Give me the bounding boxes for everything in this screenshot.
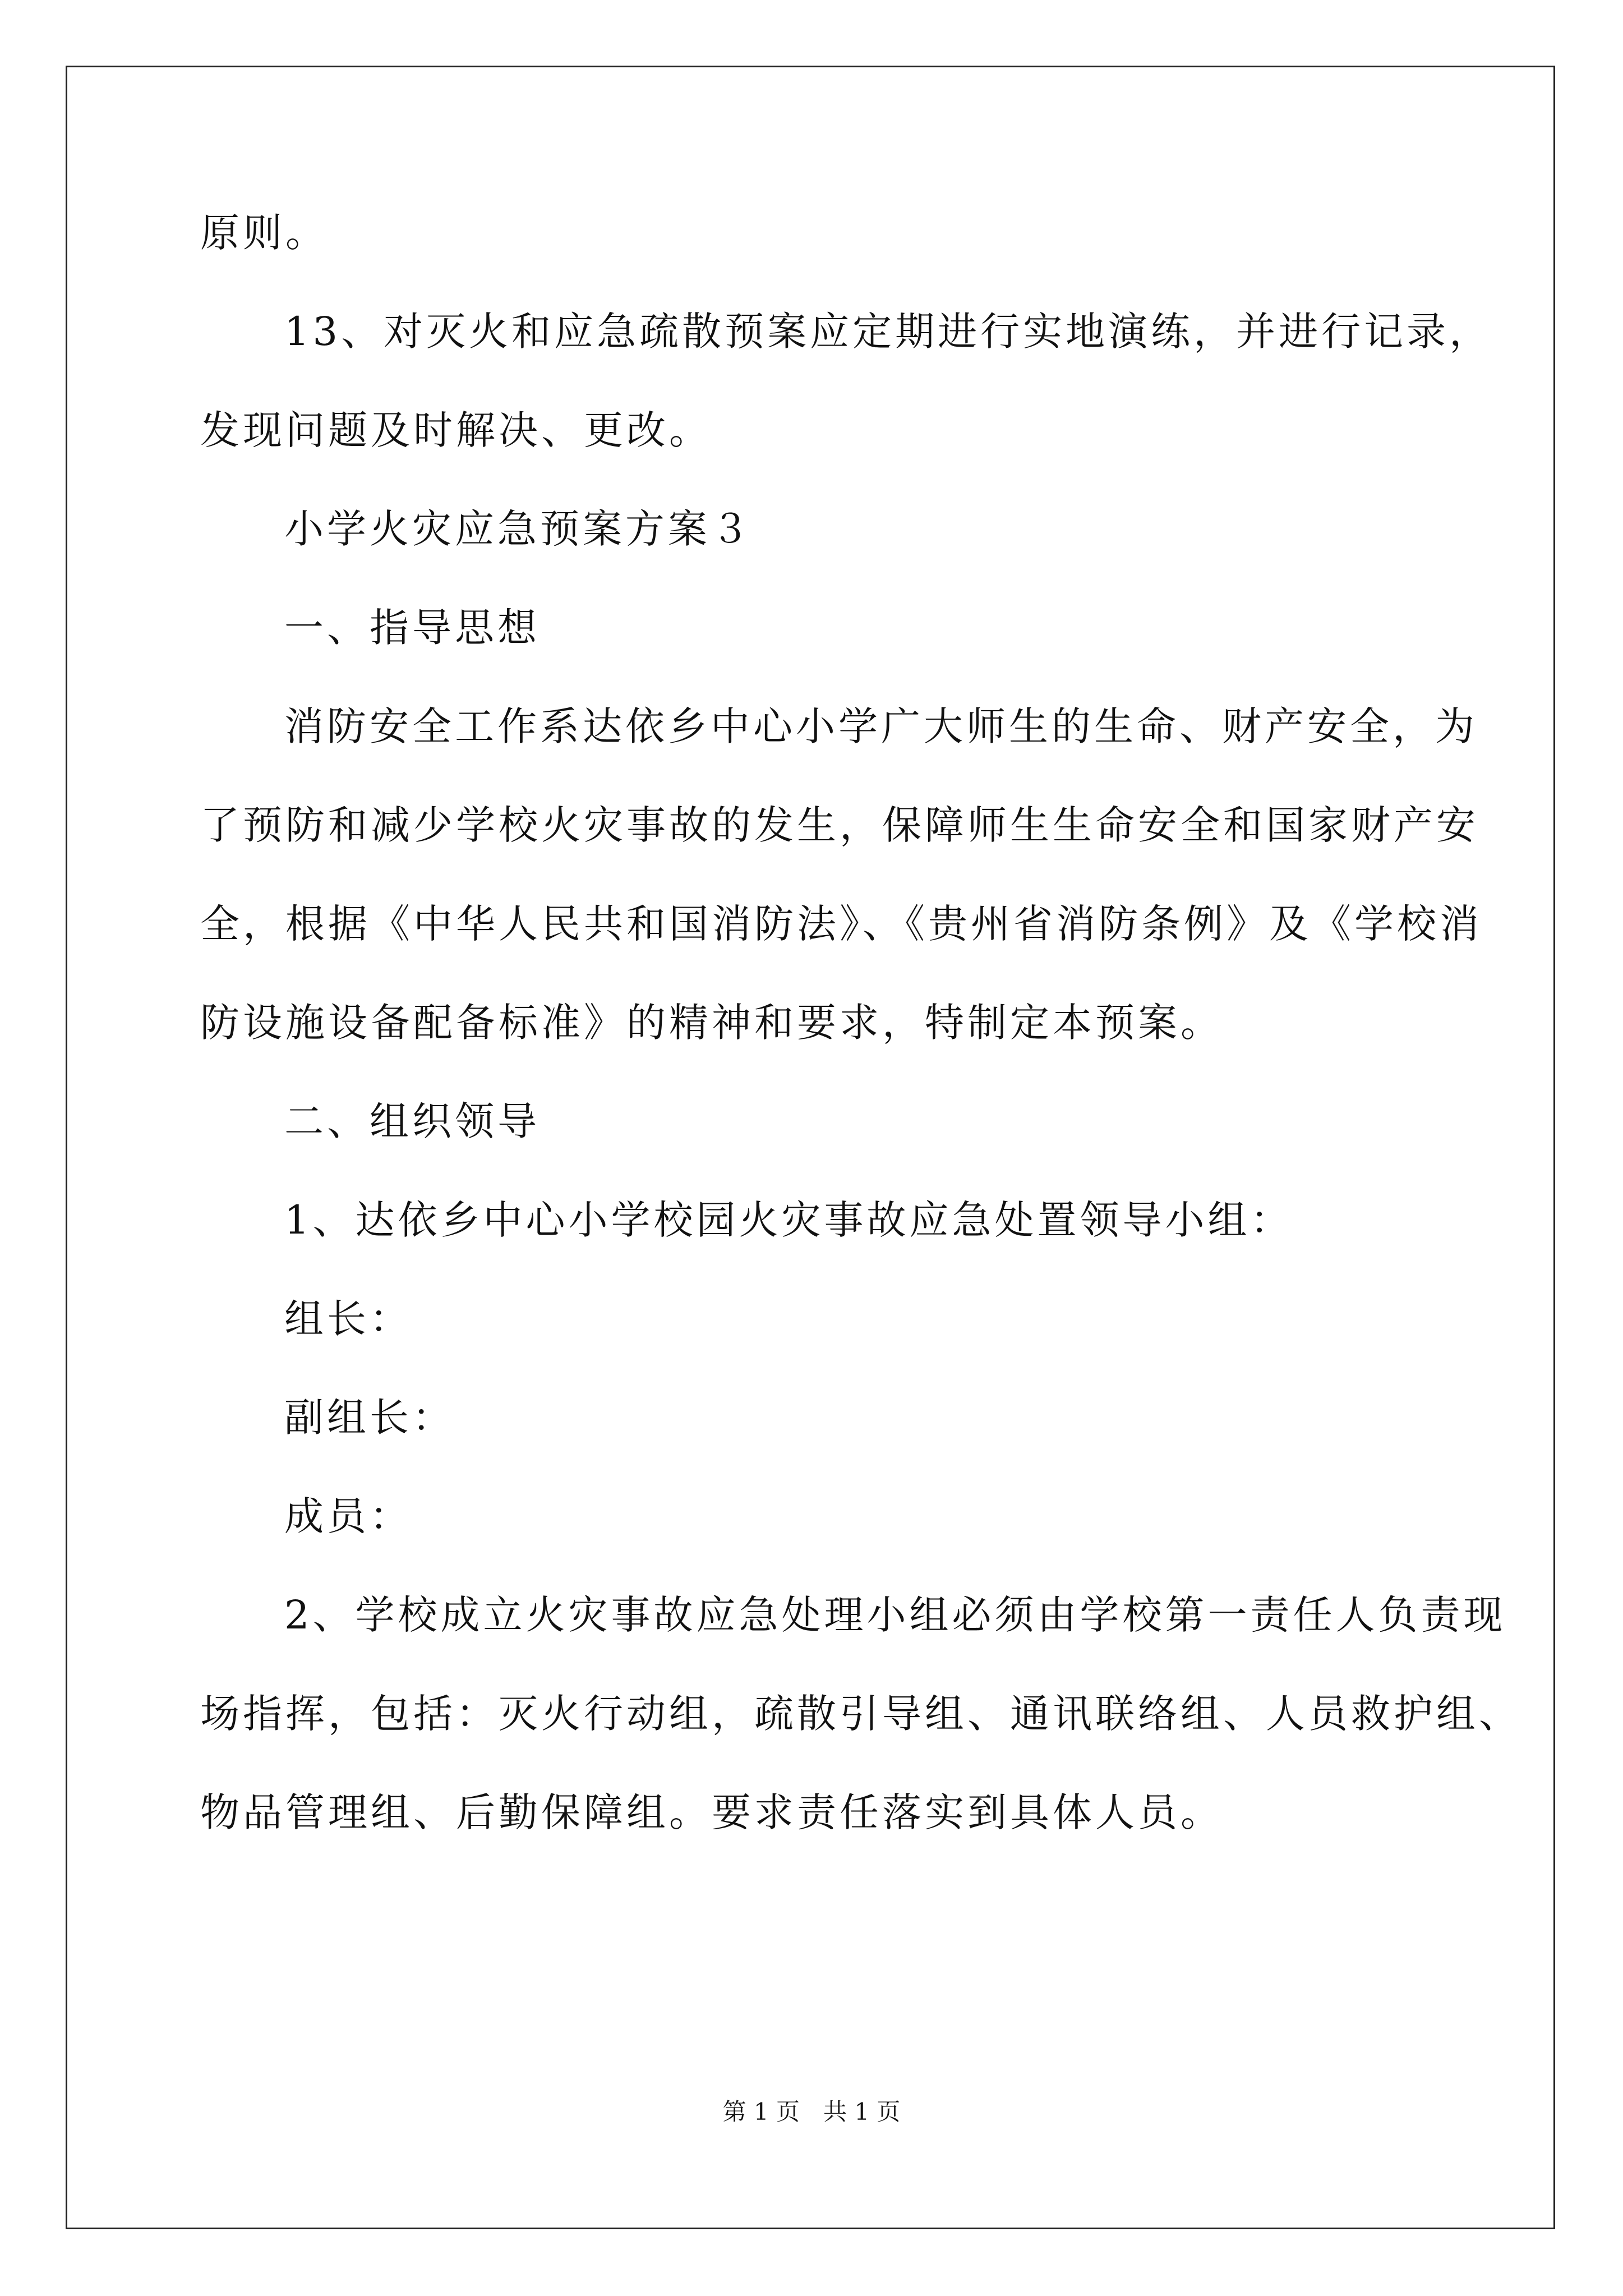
- text-line-7: 了预防和减少学校火灾事故的发生，保障师生生命安全和国家财产安: [200, 802, 1479, 848]
- section-heading-organization: 二、组织领导: [284, 1098, 540, 1144]
- text-line-1: 原则。: [200, 210, 328, 256]
- text-line-6: 消防安全工作系达依乡中心小学广大师生的生命、财产安全，为: [284, 703, 1478, 749]
- text-line-8: 全，根据《中华人民共和国消防法》、《贵州省消防条例》及《学校消: [200, 901, 1482, 947]
- text-line-deputy-leader: 副组长：: [284, 1395, 455, 1441]
- section-heading-guiding-ideology: 一、指导思想: [284, 605, 540, 651]
- text-line-15: 2、学校成立火灾事故应急处理小组必须由学校第一责任人负责现: [284, 1592, 1506, 1638]
- text-line-16: 场指挥，包括：灭火行动组，疏散引导组、通讯联络组、人员救护组、: [200, 1691, 1521, 1737]
- page-border: [66, 66, 1555, 2229]
- page-footer: 第 1 页 共 1 页: [722, 2098, 901, 2125]
- text-line-2: 13、对灭火和应急疏散预案应定期进行实地演练，并进行记录，: [284, 309, 1492, 355]
- text-line-11: 1、达依乡中心小学校园火灾事故应急处置领导小组：: [284, 1197, 1293, 1243]
- text-line-9: 防设施设备配备标准》的精神和要求，特制定本预案。: [200, 1000, 1223, 1046]
- text-line-members: 成员：: [284, 1493, 412, 1539]
- text-line-leader: 组长：: [284, 1296, 412, 1342]
- text-line-17: 物品管理组、后勤保障组。要求责任落实到具体人员。: [200, 1789, 1223, 1835]
- section-heading-plan-3: 小学火灾应急预案方案３: [284, 506, 753, 552]
- text-line-3: 发现问题及时解决、更改。: [200, 407, 712, 453]
